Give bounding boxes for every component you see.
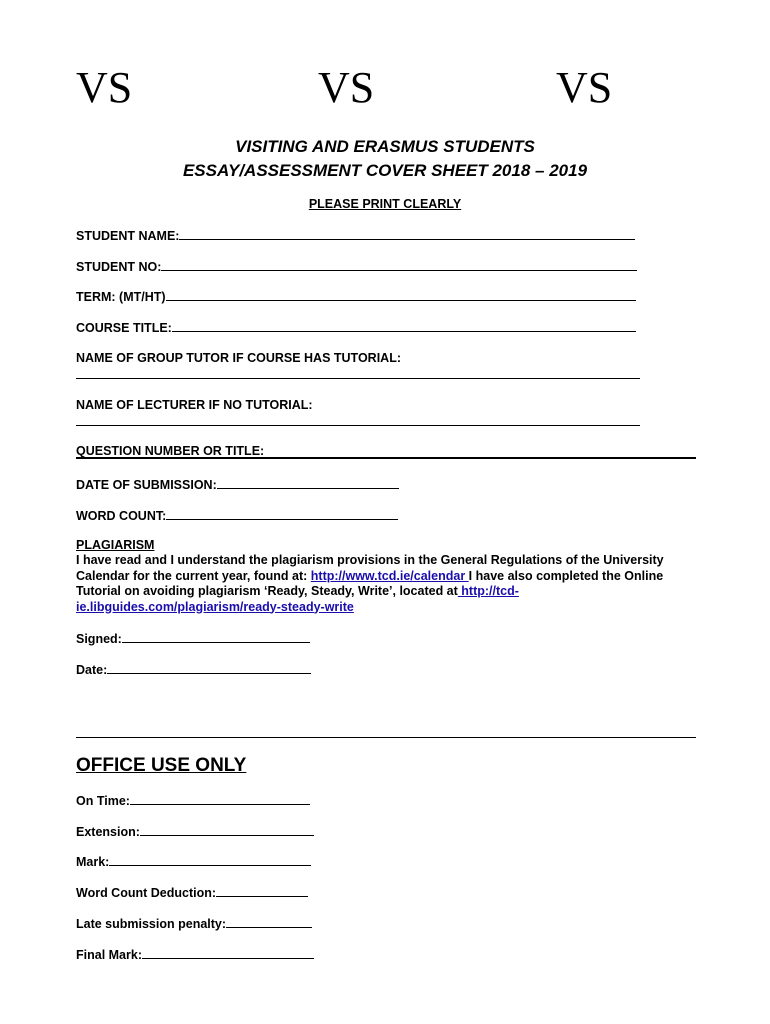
on-time-field[interactable] [76, 792, 310, 809]
plagiarism-text-2: I have also completed the Online Tutorial on avoiding plagiarism ‘Ready, Steady, Write’, located at [76, 568, 664, 598]
form-title-line2: ESSAY/ASSESSMENT COVER SHEET 2018 – 2019 [182, 161, 588, 180]
office-divider [76, 737, 696, 738]
signed-blank[interactable] [122, 630, 310, 643]
late-penalty-blank[interactable] [226, 915, 312, 928]
plagiarism-statement [76, 553, 696, 615]
student-name-field[interactable] [76, 227, 635, 244]
plagiarism-text-1: I have read and I understand the plagiarism provisions in the General Regulations of the University Calendar for the current year, found at: [76, 553, 664, 583]
word-count-deduction-blank[interactable] [216, 884, 308, 897]
print-instruction: PLEASE PRINT CLEARLY [308, 197, 462, 211]
student-name-blank[interactable] [179, 227, 635, 240]
extension-blank[interactable] [140, 823, 314, 836]
form-title-line1: VISITING AND ERASMUS STUDENTS [235, 137, 535, 156]
group-tutor-blank[interactable] [76, 378, 640, 379]
group-tutor-label: NAME OF GROUP TUTOR IF COURSE HAS TUTORIAL: [76, 351, 402, 365]
question-label: QUESTION NUMBER OR TITLE: [76, 444, 265, 458]
question-rule[interactable] [76, 457, 696, 459]
date-of-submission-blank[interactable] [217, 476, 399, 489]
on-time-label: On Time: [76, 794, 130, 808]
vs-logo-center: VS [318, 63, 375, 112]
extension-label: Extension: [76, 825, 140, 839]
signed-label: Signed: [76, 632, 122, 646]
date-blank[interactable] [107, 661, 311, 674]
course-title-blank[interactable] [172, 319, 636, 332]
lecturer-blank[interactable] [76, 425, 640, 426]
late-penalty-label: Late submission penalty: [76, 917, 227, 931]
term-blank[interactable] [166, 288, 636, 301]
ready-steady-write-link[interactable]: http://tcd-ie.libguides.com/plagiarism/ready-steady-write [76, 584, 519, 614]
final-mark-blank[interactable] [142, 946, 314, 959]
office-use-heading: OFFICE USE ONLY [76, 755, 247, 776]
date-label: Date: [76, 663, 108, 677]
student-no-blank[interactable] [161, 258, 637, 271]
mark-label: Mark: [76, 855, 110, 869]
word-count-field[interactable] [76, 507, 398, 524]
student-no-field[interactable] [76, 258, 637, 275]
on-time-blank[interactable] [130, 792, 310, 805]
date-of-submission-label: DATE OF SUBMISSION: [76, 478, 217, 492]
date-of-submission-field[interactable] [76, 476, 399, 493]
mark-blank[interactable] [109, 853, 311, 866]
mark-field[interactable] [76, 853, 311, 870]
student-name-label: STUDENT NAME: [76, 229, 180, 243]
calendar-link[interactable]: http://www.tcd.ie/calendar [310, 568, 469, 583]
vs-logo-left: VS [76, 63, 133, 112]
signed-field[interactable] [76, 630, 310, 647]
student-no-label: STUDENT NO: [76, 260, 162, 274]
extension-field[interactable] [76, 823, 314, 840]
date-field[interactable] [76, 661, 311, 678]
late-penalty-field[interactable] [76, 915, 312, 932]
vs-logo-right: VS [556, 63, 613, 112]
course-title-field[interactable] [76, 319, 636, 336]
word-count-blank[interactable] [166, 507, 398, 520]
course-title-label: COURSE TITLE: [76, 321, 172, 335]
lecturer-label: NAME OF LECTURER IF NO TUTORIAL: [76, 398, 313, 412]
term-label: TERM: (MT/HT) [76, 290, 166, 304]
final-mark-field[interactable] [76, 946, 314, 963]
word-count-deduction-label: Word Count Deduction: [76, 886, 217, 900]
final-mark-label: Final Mark: [76, 948, 142, 962]
term-field[interactable] [76, 288, 636, 305]
word-count-label: WORD COUNT: [76, 509, 167, 523]
word-count-deduction-field[interactable] [76, 884, 308, 901]
plagiarism-heading: PLAGIARISM [76, 538, 155, 552]
